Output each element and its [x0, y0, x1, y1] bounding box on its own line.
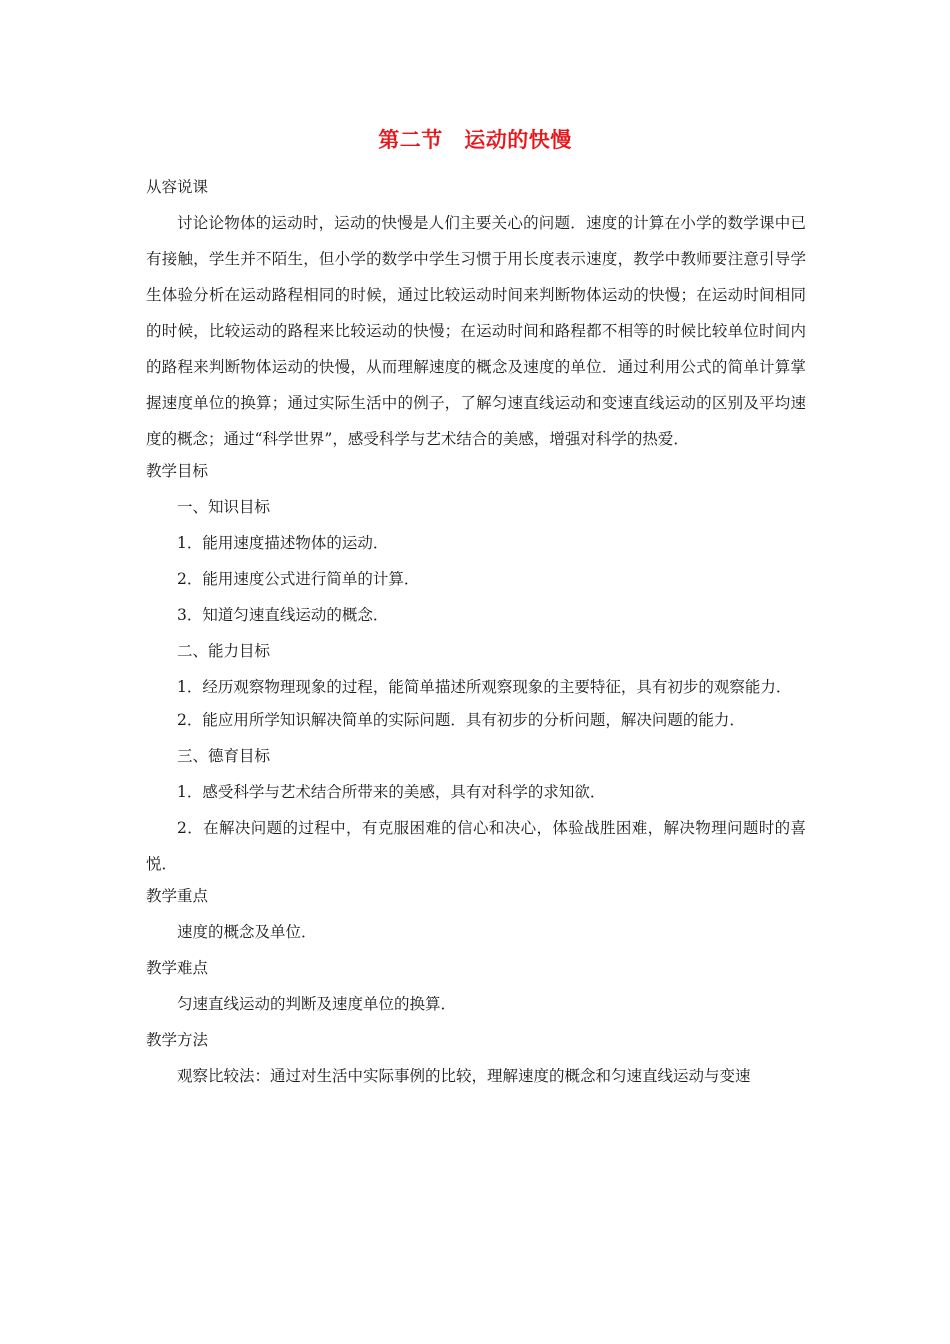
knowledge-item: 2．能用速度公式进行简单的计算． [177, 570, 420, 588]
section-heading-goals: 教学目标 [146, 462, 209, 480]
key-text: 速度的概念及单位． [177, 923, 317, 941]
method-text: 观察比较法：通过对生活中实际事例的比较，理解速度的概念和匀速直线运动与变速 [177, 1067, 751, 1085]
section-heading-key: 教学重点 [146, 887, 209, 905]
ability-item: 1．经历观察物理现象的过程，能简单描述所观察现象的主要特征，具有初步的观察能力． [177, 678, 792, 696]
knowledge-item: 1．能用速度描述物体的运动． [177, 534, 389, 552]
document-body [146, 176, 806, 1101]
subheading-moral: 三、德育目标 [177, 747, 271, 765]
moral-item: 1．感受科学与艺术结合所带来的美感，具有对科学的求知欲． [177, 783, 606, 801]
difficulty-text: 匀速直线运动的判断及速度单位的换算． [177, 995, 457, 1013]
section-heading-intro: 从容说课 [146, 178, 209, 196]
section-heading-difficulty: 教学难点 [146, 959, 209, 977]
section-heading-method: 教学方法 [146, 1031, 209, 1049]
knowledge-item: 3．知道匀速直线运动的概念． [177, 606, 389, 624]
intro-paragraph: 讨论论物体的运动时，运动的快慢是人们主要关心的问题．速度的计算在小学的数学课中已有接触，学生并不陌生，但小学的数学中学生习惯于用长度表示速度，教学中教师要注意引导学生体验分析在运动路程相同的时候，通过比较运动时间来判断物体运动的快慢；在运动时间相同的时候，比较运动的路程来比较运动的快慢；在运动时间和路程都不相等的时候比较单位时间内的路程来判断物体运动的快慢，从而理解速度的概念及速度的单位．通过利用公式的简单计算掌握速度单位的换算；通过实际生活中的例子，了解匀速直线运动和变速直线运动的区别及平均速度的概念；通过“科学世界”，感受科学与艺术结合的美感，增强对科学的热爱． [146, 214, 806, 448]
moral-item: 2．在解决问题的过程中，有克服困难的信心和决心，体验战胜困难，解决物理问题时的喜悦． [146, 819, 806, 873]
subheading-ability: 二、能力目标 [177, 642, 271, 660]
ability-item: 2．能应用所学知识解决简单的实际问题．具有初步的分析问题，解决问题的能力． [177, 711, 745, 729]
page-title: 第二节 运动的快慢 [378, 127, 572, 152]
subheading-knowledge: 一、知识目标 [177, 498, 271, 516]
